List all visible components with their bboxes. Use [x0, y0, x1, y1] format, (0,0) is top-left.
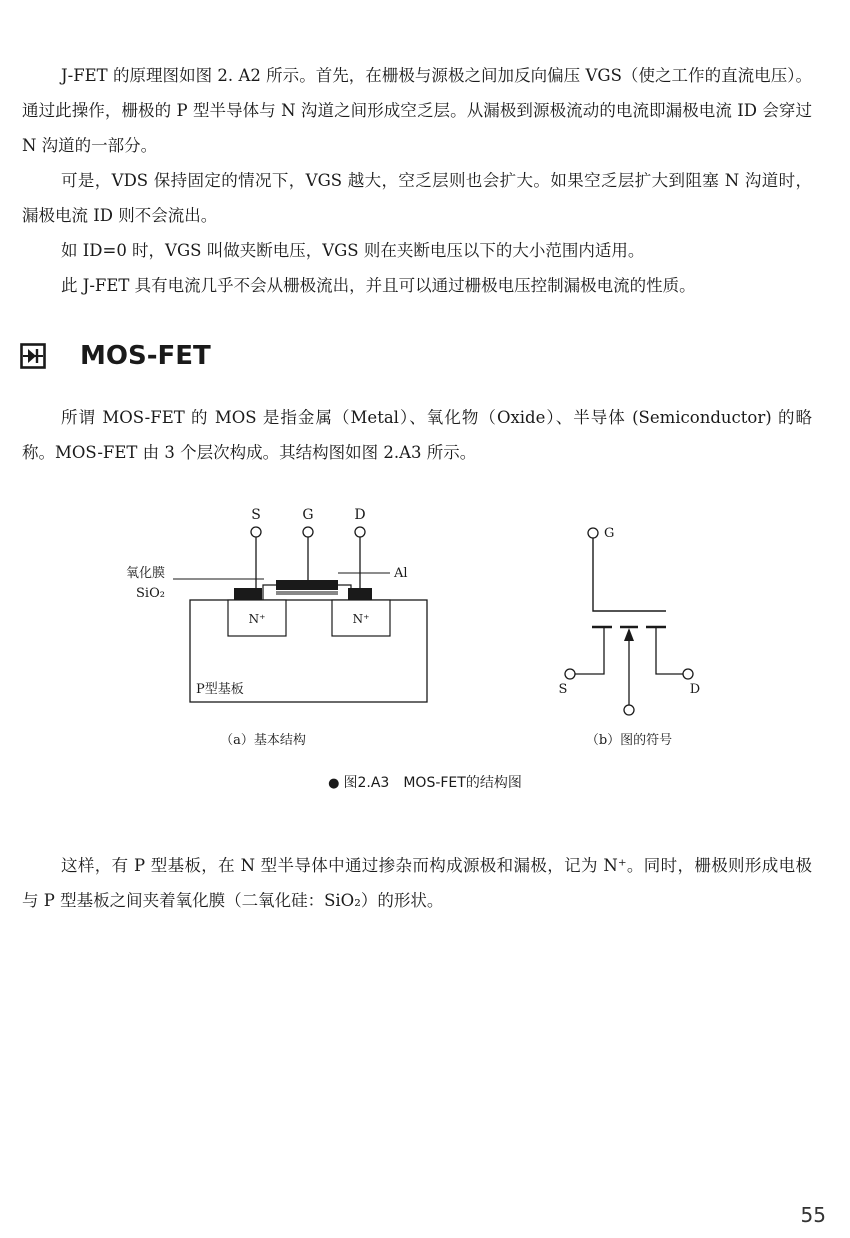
label-g: G [302, 507, 314, 523]
figure-caption [0, 772, 850, 792]
after-text [22, 848, 812, 918]
sio2-label: SiO₂ [136, 586, 165, 601]
paragraph: 可是，VDS 保持固定的情况下，VGS 越大，空乏层则也会扩大。如果空乏层扩大到阻塞 N 沟道时，漏极电流 ID 则不会流出。 [22, 171, 812, 225]
figure-title: MOS-FET的结构图 [403, 775, 522, 791]
al-label: Al [394, 566, 408, 581]
bullet-icon: ● [328, 776, 340, 791]
caption-a: （a）基本结构 [220, 733, 306, 748]
symbol-drain-terminal [683, 669, 693, 679]
symbol-label-s: S [558, 682, 568, 697]
gate-oxide [276, 591, 338, 595]
paragraph: 所谓 MOS-FET 的 MOS 是指金属（Metal）、氧化物（Oxide）、半导体 (Semiconductor) 的略称。MOS-FET 由 3 个层次构成。其结构图如图 2.A3 所示。 [22, 408, 812, 462]
diode-icon [20, 343, 46, 369]
symbol-label-d: D [689, 682, 701, 697]
body-text [22, 400, 812, 470]
paragraph: 这样，有 P 型基板，在 N 型半导体中通过掺杂而构成源极和漏极，记为 N⁺。同时，栅极则形成电极与 P 型基板之间夹着氧化膜（二氧化硅：SiO₂）的形状。 [22, 856, 812, 910]
drain-contact [348, 588, 372, 600]
gate-line [593, 538, 666, 611]
figure-b-symbol [559, 526, 701, 748]
figure-mosfet [0, 495, 850, 760]
n-plus-left-label: N⁺ [248, 612, 266, 626]
symbol-label-g: G [604, 526, 615, 541]
figure-number: 图2.A3 [343, 775, 390, 791]
label-d: D [354, 507, 366, 523]
symbol-body-terminal [624, 705, 634, 715]
intro-text [22, 58, 812, 303]
substrate-arrow [624, 628, 634, 641]
caption-b: （b）图的符号 [585, 733, 673, 748]
n-plus-right-label: N⁺ [352, 612, 370, 626]
section-heading [20, 336, 211, 376]
oxide-label: 氧化膜 [126, 566, 166, 581]
source-contact [234, 588, 262, 600]
symbol-gate-terminal [588, 528, 598, 538]
label-s: S [251, 507, 261, 523]
source-terminal [251, 527, 261, 537]
symbol-source-terminal [565, 669, 575, 679]
paragraph: 此 J-FET 具有电流几乎不会从栅极流出，并且可以通过栅极电压控制漏极电流的性质。 [61, 276, 696, 295]
page-number: 55 [800, 1203, 826, 1227]
figure-a-structure [126, 507, 427, 748]
section-title: MOS-FET [80, 341, 211, 371]
paragraph: 如 ID=0 时，VGS 叫做夹断电压，VGS 则在夹断电压以下的大小范围内适用。 [61, 241, 645, 260]
paragraph: J-FET 的原理图如图 2. A2 所示。首先，在栅极与源极之间加反向偏压 VGS（使之工作的直流电压）。通过此操作，栅极的 P 型半导体与 N 沟道之间形成空乏层。从漏极到源极流动的电流即漏极电流 ID 会穿过 N 沟道的一部分。 [22, 66, 812, 155]
drain-terminal [355, 527, 365, 537]
gate-metal [276, 580, 338, 590]
substrate-label: P型基板 [196, 682, 244, 697]
gate-terminal [303, 527, 313, 537]
